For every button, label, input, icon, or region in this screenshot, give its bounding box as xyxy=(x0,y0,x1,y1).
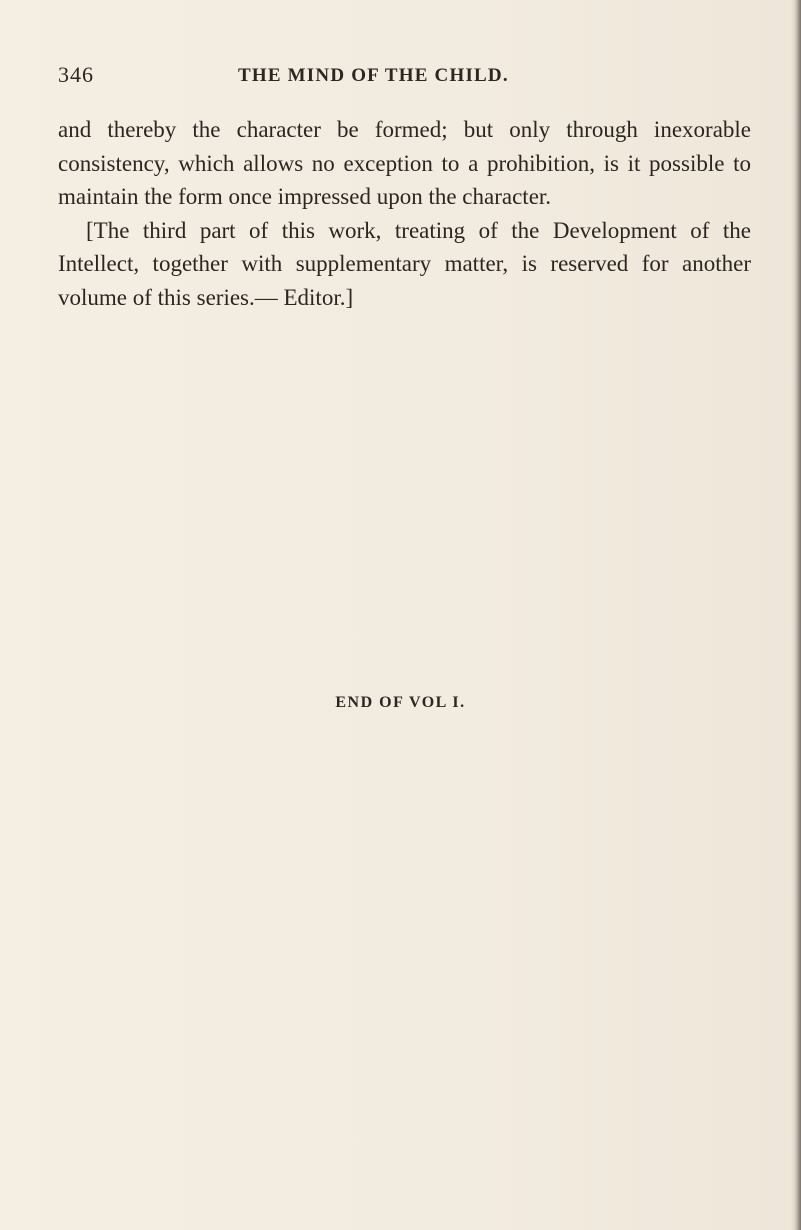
running-head xyxy=(0,62,801,92)
body-text xyxy=(58,113,751,314)
editor-note-paragraph: [The third part of this work, treating of the Development of the Intellect, together with supplementary matter, is reserved for another volume of this series.— Editor.] xyxy=(58,217,751,310)
running-head-title: THE MIND OF THE CHILD. xyxy=(238,65,509,86)
end-of-volume-mark: END OF VOL I. xyxy=(335,694,466,711)
page-number: 346 xyxy=(58,62,94,87)
body-paragraph: and thereby the character be formed; but only through inexorable consistency, which allows no exception to a prohibition, is it possible to maintain the form once impressed upon the character. xyxy=(58,117,751,209)
page-edge-shadow xyxy=(791,0,801,1230)
